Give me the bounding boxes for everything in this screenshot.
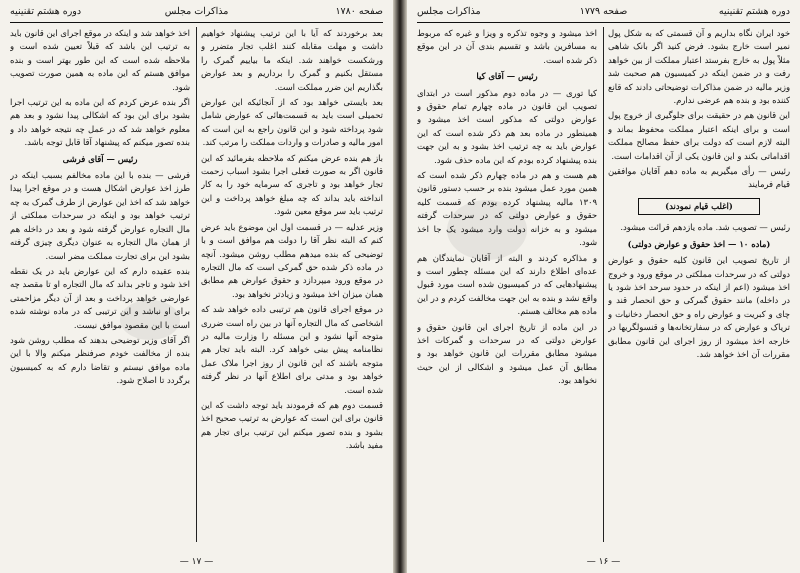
right-page-session: دوره هشتم تقنینیه xyxy=(718,6,790,17)
right-page-number: صفحه ۱۷۷۹ xyxy=(579,6,628,17)
paragraph: قسمت دوم هم که فرمودند باید توجه داشت که این قانون برای این است که عوارض به ترتیب صحیح اخذ بشود و بنده تصور میکنم این ترتیب برای تجار هم مفید باشد. xyxy=(201,399,383,451)
left-page-session: دوره هشتم تقنینیه xyxy=(10,6,82,17)
paragraph: اگر آقای وزیر توضیحی بدهند که مطلب روشن شود بنده از مخالفت خودم صرفنظر میکنم والا با این ماده موافق نیستم و تقاضا دارم که به کمیسیون برگردد تا اصلاح شود. xyxy=(10,334,190,386)
paragraph: اخذ خواهد شد و اینکه در موقع اجرای این قانون باید به ترتیب این باشد که قبلاً تعیین شده است و ملاحظه شده است که این طور بهتر است و بنده موافق هستم که این ماده به همین صورت تصویب شود. xyxy=(10,28,190,92)
speaker-heading: رئیس — آقای کیا xyxy=(476,71,538,82)
right-page-title: مذاکرات مجلس xyxy=(417,6,481,17)
right-page xyxy=(407,0,800,573)
paragraph: رئیس — رأی میگیریم به ماده دهم آقایان موافقین قیام فرمایند xyxy=(608,166,790,190)
book-gutter xyxy=(393,0,407,573)
speaker-heading: رئیس — آقای فرشی xyxy=(62,153,138,164)
right-page-left-column xyxy=(417,27,597,542)
paragraph: وزیر عدلیه — در قسمت اول این موضوع باید عرض کنم که البته نظر آقا را دولت هم موافق است و با توضیحی که بنده میدهم مطلب روشن میشود. آنچه در ماده ذکر شده حق گمرکی است که مال التجاره در موقع ورود میپردازد و حقوق عوارض هم مطابق همان میزان اخذ میشود و زیادتر نخواهد بود. xyxy=(201,221,383,299)
paragraph: و مذاکره کردند و البته از آقایان نمایندگان هم عده‌ای اطلاع دارند که این مسئله چطور است و پیشنهادهایی که در کمیسیون شده است مورد قبول واقع نشد و بنده به این جهت مخالفت کردم و در این ماده هم مخالف هستم. xyxy=(417,252,597,317)
paragraph: هم هست و هم در ماده چهارم ذکر شده است که همین مورد عمل میشود بنده بر حسب دستور قانون ۱۳۰۹ مالیه پیشنهاد کرده بودم که قسمت کلیه حقوق و عوارض دولتی که در سرحدات گرفته میشود و به خزانه دولت وارد میشود یک جا اخذ شود. xyxy=(417,170,597,248)
paragraph: از تاریخ تصویب این قانون کلیه حقوق و عوارض دولتی که در سرحدات مملکتی در موقع ورود و خروج اخذ میشود (اعم از اینکه در حدود سرحد اخذ شود یا در داخله) مانند حقوق گمرکی و حق انحصار قند و چای و کبریت و عوارض راه و حق انحصار دخانیات و تریاک و عوارض که در سفارتخانه‌ها و قنسولگریها در خارجه اخذ میشود از روز اجرای این قانون مطابق مقررات آن اخذ خواهد شد. xyxy=(608,255,790,359)
paragraph: باز هم بنده عرض میکنم که ملاحظه بفرمائید که این قانون اگر به صورت فعلی اجرا بشود اسباب زحمت تجار خواهد بود و تاجری که سرمایه خود را به کار انداخته باید بداند که چه مبلغ خواهد پرداخت و این ترتیب باید سر موقع معین شود. xyxy=(201,152,383,217)
paragraph: در این ماده از تاریخ اجرای این قانون حقوق و عوارض دولتی که در سرحدات و گمرکات اخذ میشود مطابق مقررات این قانون خواهد بود و مطابق آن عمل میشود و اشکالی از این حیث نخواهد بود. xyxy=(417,321,597,386)
left-page-right-column xyxy=(201,27,383,542)
paragraph: اگر بنده عرض کردم که این ماده به این ترتیب اجرا بشود برای این بود که اشکالی پیدا نشود و بعد هم معلوم خواهد شد که در عمل چه نتیجه خواهد داد و بنده تصور میکنم که پیشنهاد آقا قابل توجه باشد. xyxy=(10,97,190,148)
paragraph: این قانون هم در حقیقت برای جلوگیری از خروج پول است و برای اینکه اعتبار مملکت محفوظ بماند و البته لازم است که دولت برای حفظ مصالح مملکت اقداماتی بکند و این قانون یکی از آن اقدامات است. xyxy=(608,110,790,161)
left-page-title: مذاکرات مجلس xyxy=(164,6,229,17)
left-page-number: صفحه ۱۷۸۰ xyxy=(335,6,383,17)
paper-stain xyxy=(447,200,527,260)
paper-stain xyxy=(120,300,180,340)
column-divider xyxy=(196,27,197,542)
right-page-footer: — ۱۶ — xyxy=(586,557,621,567)
paragraph: فرشی — بنده با این ماده مخالفم بسبب اینکه در طرز اخذ عوارض اشکال هست و در موقع اجرا پیدا خواهد شد که اخذ این عوارض از طرف گمرک به چه ترتیب خواهد بود و اینکه در سرحدات مملکتی از مال التجاره عوارض گرفته شود و بعد در داخله هم از همان مال التجاره به عنوان دیگری چیزی گرفته بشود این برای تجارت مملکت مضر است. xyxy=(10,170,190,261)
left-page-footer: — ۱۷ — xyxy=(179,557,214,567)
paragraph: رئیس — تصویب شد. ماده یازدهم قرائت میشود. xyxy=(620,222,790,233)
paragraph: بعد برخوردند که آیا با این ترتیب پیشنهاد خواهیم داشت و مهلت مقابله کنند اغلب تجار متضرر و ورشکست خواهند شد. اینکه ما بیاییم گمرک را مستقل بکنیم و گمرک را برداریم و بعد عوارض بگذاریم این ضرر مملکت است. xyxy=(201,28,383,92)
column-divider xyxy=(603,27,604,542)
left-page xyxy=(0,0,393,573)
paragraph: کیا توری — در ماده دوم مذکور است در ابتدای تصویب این قانون در ماده چهارم تمام حقوق و عوارض دولتی که مذکور است اخذ میشود و همینطور در ماده بعد هم ذکر شده است که این عوارض باید به چه ترتیب اخذ بشود و به این جهت بنده پیشنهاد کرده بودم که این ماده حذف شود. xyxy=(417,87,597,165)
right-header-rule xyxy=(417,22,790,23)
paragraph: اخذ میشود و وجوه تذکره و ویزا و غیره که مربوط به مسافرین باشد و تقسیم بندی آن در این موقع ذکر شده است. xyxy=(417,28,597,65)
stand-vote-box: (اغلب قیام نمودند) xyxy=(638,198,760,215)
left-header-rule xyxy=(10,22,383,23)
paragraph: در موقع اجرای قانون هم ترتیبی داده خواهد شد که اشخاصی که مال التجاره آنها در بین راه است ضرری متوجه آنها نشود و این مسئله را وزارت مالیه در نظامنامه پیش بینی خواهد کرد. البته باید تجار هم متوجه باشند که این قانون از روز اجرا ملاک عمل خواهد بود و مدتی برای اطلاع آنها در نظر گرفته شده است. xyxy=(201,304,383,395)
paragraph: خود ایران نگاه بداریم و آن قسمتی که به شکل پول نمیر است خارج بشود. فرض کنید اگر بانک شاهی مثلاً پول به خارج بفرستد اعتبار مملکت از بین خواهد رفت و در ضمن اینکه در کمیسیون هم صحبت شد وزیر مالیه در ضمن مذاکرات توضیحاتی دادند که قانع کننده بود و بنده هم عرضی ندارم. xyxy=(608,28,790,106)
paragraph: بنده عقیده دارم که این عوارض باید در یک نقطه اخذ شود و تاجر بداند که مال التجاره او تا مقصد چه عوارضی خواهد پرداخت و بعد از آن دیگر مزاحمتی برای او نباشد و این ترتیبی که در ماده نوشته شده است با این مقصود موافق نیست. xyxy=(10,265,190,330)
article-heading: (ماده ۱۰ — اخذ حقوق و عوارض دولتی) xyxy=(627,238,771,249)
right-page-header xyxy=(417,6,790,22)
paragraph: بعد بایستی خواهد بود که از آنجائیکه این عوارض تحمیلی است باید به قسمت‌هائی که عوارض شامل شود پرداخته شود و این قانون راجع به این است که امور مالیه و صادرات و واردات مملکت را مرتب کند. xyxy=(201,97,383,148)
left-page-left-column xyxy=(10,27,190,542)
left-page-header xyxy=(10,6,383,22)
right-page-right-column xyxy=(608,27,790,542)
